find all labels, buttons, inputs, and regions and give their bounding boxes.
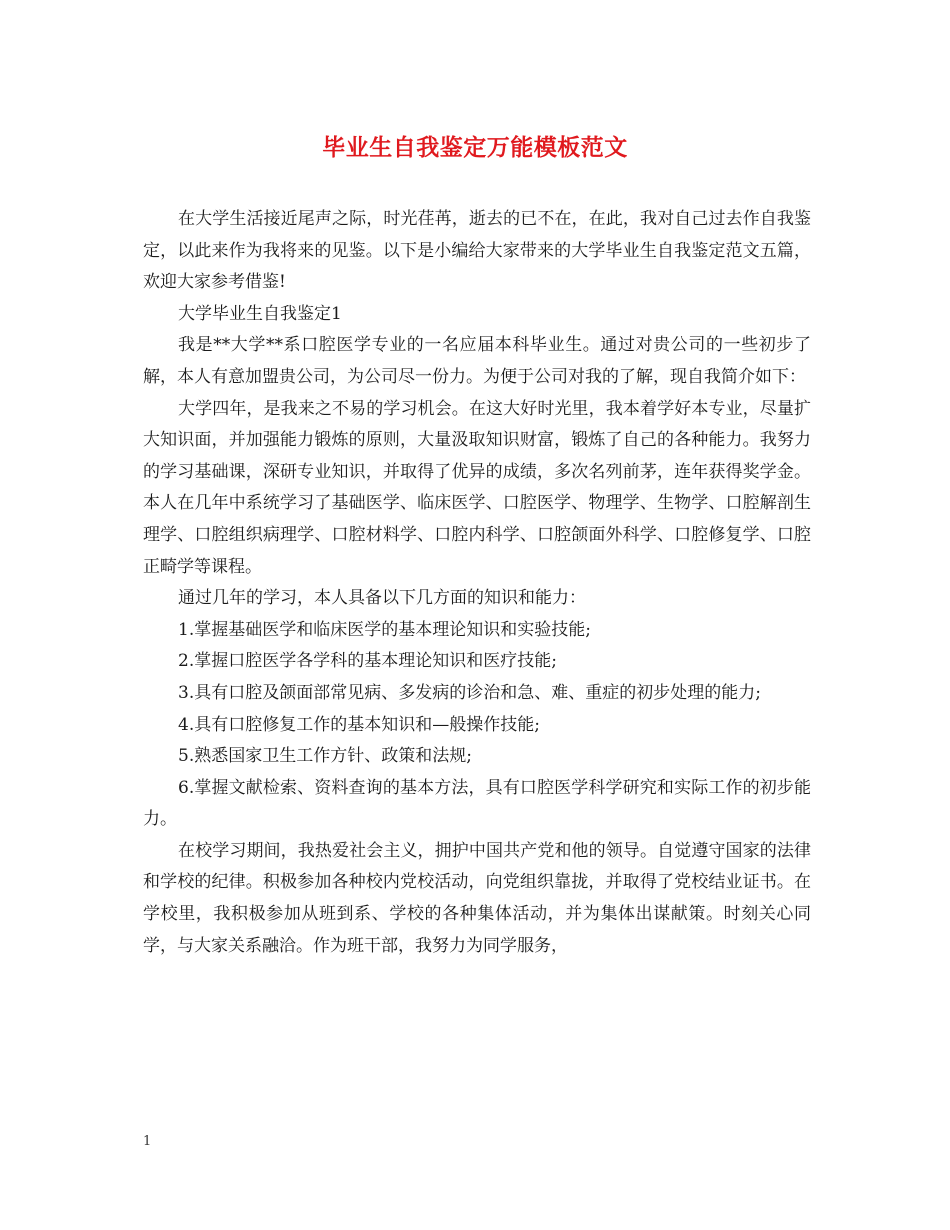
body-paragraph: 我是**大学**系口腔医学专业的一名应届本科毕业生。通过对贵公司的一些初步了解，本人有意加盟贵公司，为公司尽一份力。为便于公司对我的了解，现自我简介如下： xyxy=(143,335,811,387)
page-number: 1 xyxy=(143,1134,152,1149)
list-item: 6.掌握文献检索、资料查询的基本方法，具有口腔医学科学研究和实际工作的初步能力。 xyxy=(143,777,811,830)
list-item: 4.具有口腔修复工作的基本知识和—般操作技能; xyxy=(178,714,540,735)
document-title: 毕业生自我鉴定万能模板范文 xyxy=(322,134,628,161)
section-heading: 大学毕业生自我鉴定1 xyxy=(178,303,342,324)
list-item: 3.具有口腔及颌面部常见病、多发病的诊治和急、难、重症的初步处理的能力; xyxy=(178,682,761,703)
document-body xyxy=(143,204,811,962)
list-item: 5.熟悉国家卫生工作方针、政策和法规; xyxy=(178,746,472,767)
intro-paragraph: 在大学生活接近尾声之际，时光荏苒，逝去的已不在，在此，我对自己过去作自我鉴定，以此来作为我将来的见鉴。以下是小编给大家带来的大学毕业生自我鉴定范文五篇，欢迎大家参考借鉴! xyxy=(143,209,811,293)
list-item: 1.掌握基础医学和临床医学的基本理论知识和实验技能; xyxy=(178,619,591,640)
body-paragraph: 通过几年的学习，本人具备以下几方面的知识和能力： xyxy=(178,588,586,609)
list-item: 2.掌握口腔医学各学科的基本理论知识和医疗技能; xyxy=(178,651,557,672)
body-paragraph: 在校学习期间，我热爱社会主义，拥护中国共产党和他的领导。自觉遵守国家的法律和学校的纪律。积极参加各种校内党校活动，向党组织靠拢，并取得了党校结业证书。在学校里，我积极参加从班到系、学校的各种集体活动，并为集体出谋献策。时刻关心同学，与大家关系融洽。作为班干部，我努力为同学服务， xyxy=(143,840,811,956)
body-paragraph: 大学四年，是我来之不易的学习机会。在这大好时光里，我本着学好本专业，尽量扩大知识面，并加强能力锻炼的原则，大量汲取知识财富，锻炼了自己的各种能力。我努力的学习基础课，深研专业知识，并取得了优异的成绩，多次名列前茅，连年获得奖学金。本人在几年中系统学习了基础医学、临床医学、口腔医学、物理学、生物学、口腔解剖生理学、口腔组织病理学、口腔材料学、口腔内科学、口腔颌面外科学、口腔修复学、口腔正畸学等课程。 xyxy=(143,398,811,577)
